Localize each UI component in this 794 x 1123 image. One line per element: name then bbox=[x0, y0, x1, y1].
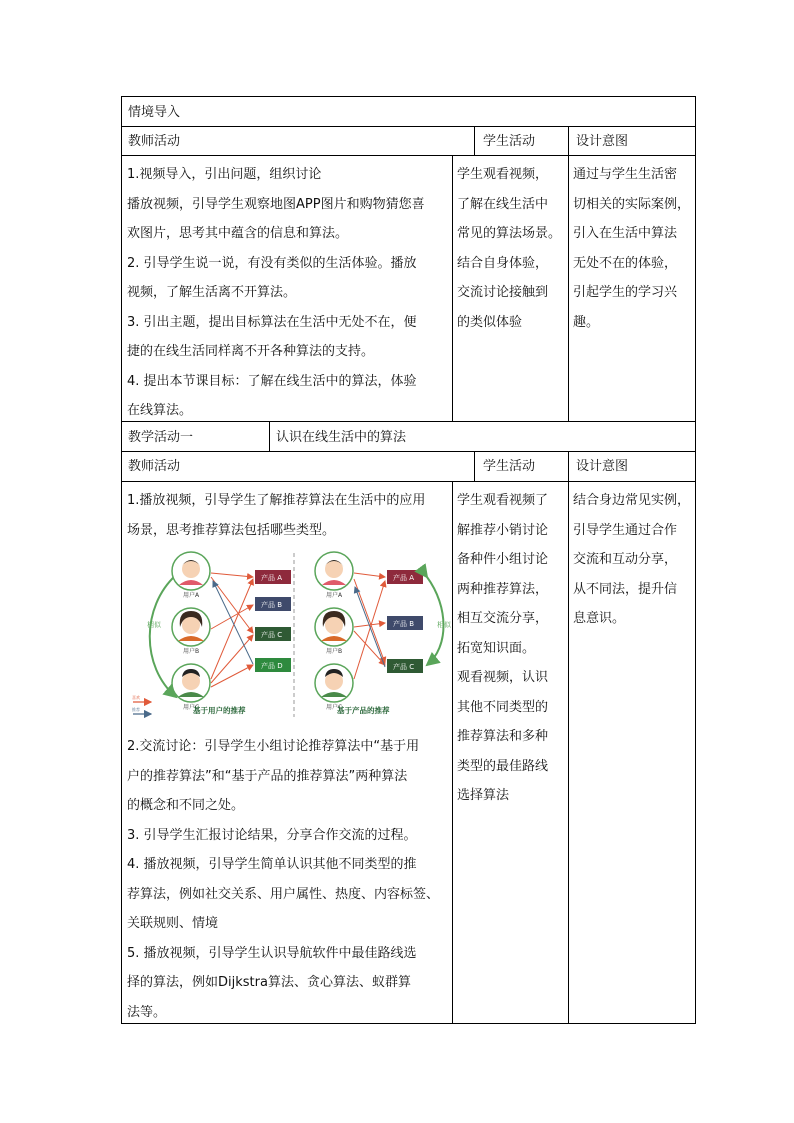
product-label: 产品 A bbox=[393, 574, 415, 582]
user-avatar bbox=[315, 552, 353, 590]
text-line: 2.交流讨论：引导学生小组讨论推荐算法中“基于用 bbox=[127, 739, 420, 754]
text-line: 3. 引导学生汇报讨论结果，分享合作交流的过程。 bbox=[127, 827, 417, 843]
user-label: 用户C bbox=[326, 704, 343, 711]
activity-student-text bbox=[457, 486, 569, 811]
like-arrow bbox=[211, 579, 253, 679]
table-border bbox=[121, 96, 122, 1024]
like-arrow bbox=[354, 573, 385, 577]
header-student-activity: 学生活动 bbox=[483, 134, 536, 149]
text-line: 户的推荐算法”和“基于产品的推荐算法”两种算法 bbox=[127, 768, 408, 784]
intro-design-text bbox=[573, 160, 695, 337]
text-line: 了解在线生活中 bbox=[457, 196, 549, 212]
text-line: 欢图片，思考其中蕴含的信息和算法。 bbox=[127, 226, 349, 241]
user-avatar bbox=[172, 552, 210, 590]
text-line: 播放视频，引导学生观察地图APP图片和购物猜您喜 bbox=[127, 196, 425, 212]
text-line: 法等。 bbox=[127, 1004, 167, 1020]
table-border bbox=[269, 421, 270, 451]
text-line: 1.播放视频，引导学生了解推荐算法在生活中的应用 bbox=[127, 493, 426, 508]
table-border bbox=[452, 481, 453, 1024]
text-line: 交流和互动分享， bbox=[573, 552, 678, 567]
text-line: 相互交流分享， bbox=[457, 611, 549, 626]
text-line: 趣。 bbox=[573, 314, 600, 330]
text-line: 的类似体验 bbox=[457, 314, 523, 330]
caption-item-based: 基于产品的推荐 bbox=[337, 706, 390, 715]
like-arrow bbox=[354, 631, 385, 665]
text-line: 捷的在线生活同样离不开各种算法的支持。 bbox=[127, 344, 375, 359]
similar-label: 相似 bbox=[147, 621, 161, 629]
intro-teacher-text bbox=[127, 160, 449, 426]
text-line: 常见的算法场景。 bbox=[457, 226, 562, 241]
text-line: 学生观看视频， bbox=[457, 167, 549, 182]
text-line: 荐算法，例如社交关系、用户属性、热度、内容标签、 bbox=[127, 886, 440, 902]
user-label: 用户B bbox=[183, 648, 200, 655]
text-line: 结合身边常见实例， bbox=[573, 493, 691, 508]
header-design-intent: 设计意图 bbox=[576, 459, 629, 474]
intro-student-text bbox=[457, 160, 569, 337]
text-line: 关联规则、情境 bbox=[127, 916, 219, 931]
text-line: 1.视频导入，引出问题，组织讨论 bbox=[127, 167, 322, 182]
text-line: 切相关的实际案例， bbox=[573, 196, 691, 212]
text-line: 引起学生的学习兴 bbox=[573, 285, 678, 300]
text-line: 其他不同类型的 bbox=[457, 699, 549, 715]
text-line: 息意识。 bbox=[573, 611, 626, 626]
text-line: 择的算法，例如Dijkstra算法、贪心算法、蚁群算 bbox=[127, 975, 411, 990]
product-label: 产品 D bbox=[261, 662, 283, 670]
text-line: 拓宽知识面。 bbox=[457, 640, 536, 656]
user-avatar bbox=[172, 664, 210, 702]
text-line: 学生观看视频了 bbox=[457, 493, 549, 508]
similar-label: 相似 bbox=[437, 621, 451, 629]
user-avatar bbox=[172, 608, 210, 646]
text-line: 交流讨论接触到 bbox=[457, 285, 549, 300]
text-line: 结合自身体验， bbox=[457, 255, 549, 271]
recommendation-diagram bbox=[131, 547, 451, 723]
text-line: 视频，了解生活离不开算法。 bbox=[127, 285, 297, 300]
activity-design-text bbox=[573, 486, 695, 634]
user-label: 用户A bbox=[326, 592, 343, 599]
user-avatar bbox=[315, 608, 353, 646]
user-label: 用户A bbox=[183, 592, 200, 599]
text-line: 类型的最佳路线 bbox=[457, 758, 549, 774]
activity-teacher-text-bottom bbox=[127, 732, 449, 1027]
product-label: 产品 B bbox=[393, 620, 415, 628]
activity-teacher-text-top bbox=[127, 486, 449, 545]
user-label: 用户C bbox=[183, 704, 200, 711]
text-line: 引导学生通过合作 bbox=[573, 522, 678, 538]
section-title: 情境导入 bbox=[128, 105, 181, 120]
product-label: 产品 B bbox=[261, 601, 283, 609]
caption-user-based: 基于用户的推荐 bbox=[193, 706, 246, 715]
text-line: 通过与学生生活密 bbox=[573, 167, 678, 182]
text-line: 在线算法。 bbox=[127, 403, 193, 418]
text-line: 的概念和不同之处。 bbox=[127, 798, 245, 813]
text-line: 选择算法 bbox=[457, 788, 510, 803]
activity-label: 教学活动一 bbox=[128, 430, 194, 445]
recommend-arrow bbox=[355, 587, 385, 667]
legend-like-label: 喜欢 bbox=[132, 695, 140, 700]
table-border bbox=[474, 126, 475, 156]
text-line: 引入在生活中算法 bbox=[573, 226, 678, 241]
text-line: 从不同法，提升信 bbox=[573, 581, 678, 597]
text-line: 场景，思考推荐算法包括哪些类型。 bbox=[127, 522, 336, 538]
text-line: 推荐算法和多种 bbox=[457, 729, 549, 744]
header-teacher-activity: 教师活动 bbox=[128, 134, 181, 149]
header-design-intent: 设计意图 bbox=[576, 134, 629, 149]
text-line: 2. 引导学生说一说，有没有类似的生活体验。播放 bbox=[127, 255, 417, 271]
text-line: 4. 播放视频，引导学生简单认识其他不同类型的推 bbox=[127, 857, 417, 872]
table-border bbox=[474, 451, 475, 481]
product-label: 产品 A bbox=[261, 574, 283, 582]
text-line: 4. 提出本节课目标：了解在线生活中的算法，体验 bbox=[127, 373, 417, 389]
table-border bbox=[121, 96, 696, 97]
text-line: 备种件小组讨论 bbox=[457, 552, 549, 567]
text-line: 两种推荐算法， bbox=[457, 581, 549, 597]
user-avatar bbox=[315, 664, 353, 702]
product-label: 产品 C bbox=[393, 663, 415, 671]
like-arrow bbox=[211, 577, 253, 633]
text-line: 无处不在的体验， bbox=[573, 255, 678, 271]
product-label: 产品 C bbox=[261, 631, 283, 639]
text-line: 5. 播放视频，引导学生认识导航软件中最佳路线选 bbox=[127, 945, 417, 961]
table-border bbox=[695, 96, 696, 1024]
user-label: 用户B bbox=[326, 648, 343, 655]
like-arrow bbox=[211, 573, 253, 577]
legend-recommend-label: 推荐 bbox=[132, 707, 140, 712]
activity-topic: 认识在线生活中的算法 bbox=[276, 430, 407, 445]
like-arrow bbox=[354, 579, 385, 663]
table-border bbox=[452, 155, 453, 422]
text-line: 3. 引出主题，提出目标算法在生活中无处不在，便 bbox=[127, 314, 417, 330]
header-student-activity: 学生活动 bbox=[483, 459, 536, 474]
header-teacher-activity: 教师活动 bbox=[128, 459, 181, 474]
text-line: 解推荐小销讨论 bbox=[457, 522, 549, 538]
text-line: 观看视频，认识 bbox=[457, 670, 549, 685]
